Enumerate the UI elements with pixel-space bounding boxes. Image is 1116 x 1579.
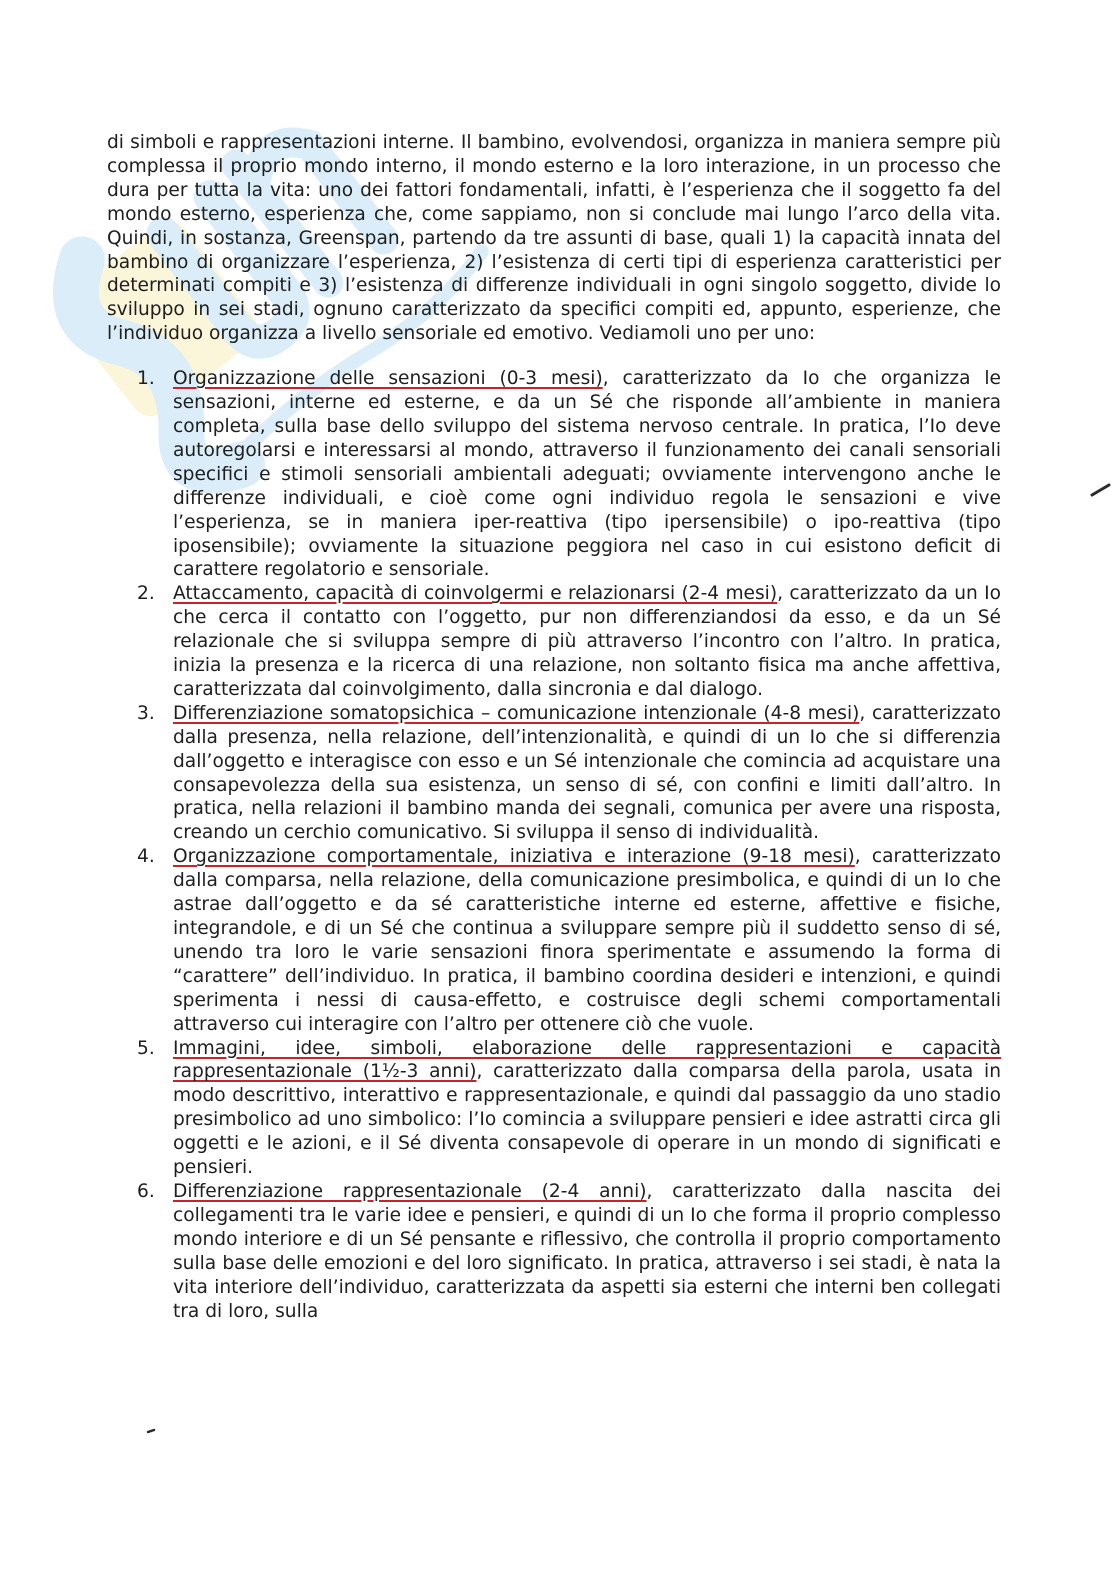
intro-paragraph: di simboli e rappresentazioni interne. Il bambino, evolvendosi, organizza in maniera sempre più complessa il proprio mondo interno, il mondo esterno e la loro interazione, in un processo che dura per tutta la vita: uno dei fattori fondamentali, infatti, è l’esperienza che il soggetto fa del mondo esterno, esperienza che, come sappiamo, non si conclude mai lungo l’arco della vita. Quindi, in sostanza, Greenspan, partendo da tre assunti di base, quali 1) la capacità innata del bambino di organizzare l’esperienza, 2) l’esistenza di certi tipi di esperienza caratteristici per determinati compiti e 3) l’esistenza di differenze individuali in ogni singolo soggetto, divide lo sviluppo in sei stadi, ognuno caratterizzato da specifici compiti ed, appunto, esperienze, che l’individuo organizza a livello sensoriale ed emotivo. Vediamoli uno per uno: — [107, 132, 1001, 345]
stage-text: , caratterizzato dalla comparsa, nella relazione, della comunicazione presimbolica, e quindi di un Io che astrae dall’oggetto e da sé caratteristiche interne ed esterne, affettive e fisiche, integrandole, e di un Sé che continua a sviluppare sempre più il suddetto senso di sé, unendo tra loro le varie sensazioni finora sperimentate e assumendo la forma di “carattere” dell’individuo. In pratica, il bambino coordina desideri e intenzioni, e quindi sperimenta i nessi di causa-effetto, e costruisce degli schemi comportamentali attraverso cui interagire con l’altro per ottenere ciò che vuole. — [173, 846, 1001, 1035]
stage-number: 3. — [137, 702, 155, 724]
stage-title: Immagini, idee, simboli, elaborazione delle rappresentazioni e capacità rappresentazionale (1½-3 anni) — [173, 1037, 1001, 1083]
stage-text: , caratterizzato da un Io che cerca il contatto con l’oggetto, pur non differenziandosi da esso, e da un Sé relazionale che si sviluppa sempre di più attraverso l’incontro con l’altro. In pratica, inizia la presenza e la ricerca di una relazione, non soltanto fisica ma anche affettiva, caratterizzata dal coinvolgimento, dalla sincronia e dal dialogo. — [173, 583, 1002, 700]
stage-item-3 — [107, 702, 1001, 845]
stage-title: Organizzazione delle sensazioni (0-3 mesi) — [173, 368, 603, 390]
stage-number: 5. — [137, 1037, 155, 1059]
stage-number: 4. — [137, 846, 155, 868]
stage-item-6 — [107, 1180, 1001, 1323]
stages-list — [107, 367, 1001, 1323]
stage-text: , caratterizzato dalla comparsa della parola, usata in modo descrittivo, interattivo e rappresentazionale, e quindi dal passaggio da uno stadio presimbolico ad uno simbolico: l’Io comincia a sviluppare pensieri e idee astratti circa gli oggetti e le azioni, e il Sé diventa consapevole di operare in un mondo di significati e pensieri. — [173, 1061, 1001, 1179]
stage-text: , caratterizzato dalla nascita dei collegamenti tra le varie idee e pensieri, e quindi di un Io che forma il proprio complesso mondo interiore e di un Sé pensante e riflessivo, che controlla il proprio comportamento sulla base delle emozioni e del loro significato. In pratica, attraverso i sei stadi, è nata la vita interiore dell’individuo, caratterizzata da aspetti sia esterni che interni ben collegati tra di loro, sulla — [173, 1180, 1002, 1322]
stage-number: 2. — [137, 583, 155, 605]
stage-item-4 — [107, 845, 1001, 1036]
pen-dot-icon — [146, 1427, 156, 1435]
pen-mark-icon — [1090, 482, 1112, 498]
stage-text: , caratterizzato dalla presenza, nella relazione, dell’intenzionalità, e quindi di un Io che si differenzia dall’oggetto e interagisce con esso e un Sé intenzionale che comincia ad acquistare una consapevolezza della sua esistenza, un senso di sé, con confini e limiti dall’altro. In pratica, nella relazioni il bambino manda dei segnali, comunica per avere una risposta, creando un cerchio comunicativo. Si sviluppa il senso di individualità. — [173, 702, 1002, 844]
stage-title: Organizzazione comportamentale, iniziativa e interazione (9-18 mesi) — [173, 846, 855, 868]
stage-number: 1. — [137, 368, 155, 390]
stage-number: 6. — [137, 1180, 155, 1202]
stage-item-1 — [107, 367, 1001, 582]
stage-item-2 — [107, 582, 1001, 702]
stage-title: Differenziazione somatopsichica – comunicazione intenzionale (4-8 mesi) — [173, 702, 860, 724]
stage-item-5 — [107, 1037, 1001, 1180]
stage-title: Differenziazione rappresentazionale (2-4 anni) — [173, 1180, 647, 1202]
stage-title: Attaccamento, capacità di coinvolgermi e relazionarsi (2-4 mesi) — [173, 583, 778, 605]
stage-text: , caratterizzato da Io che organizza le sensazioni, interne ed esterne, e da un Sé che risponde all’ambiente in maniera completa, sulla base dello sviluppo del sistema nervoso centrale. In pratica, l’Io deve autoregolarsi e interessarsi al mondo, attraverso il funzionamento dei canali sensoriali specifici e stimoli sensoriali ambientali adeguati; ovviamente intervengono anche le differenze individuali, e cioè come ogni individuo regola le sensazioni e vive l’esperienza, se in maniera iper-reattiva (tipo ipersensibile) o ipo-reattiva (tipo iposensibile); ovviamente la situazione peggiora nel caso in cui esistono deficit di carattere regolatorio e sensoriale. — [173, 368, 1001, 581]
body-text — [107, 131, 1001, 1323]
